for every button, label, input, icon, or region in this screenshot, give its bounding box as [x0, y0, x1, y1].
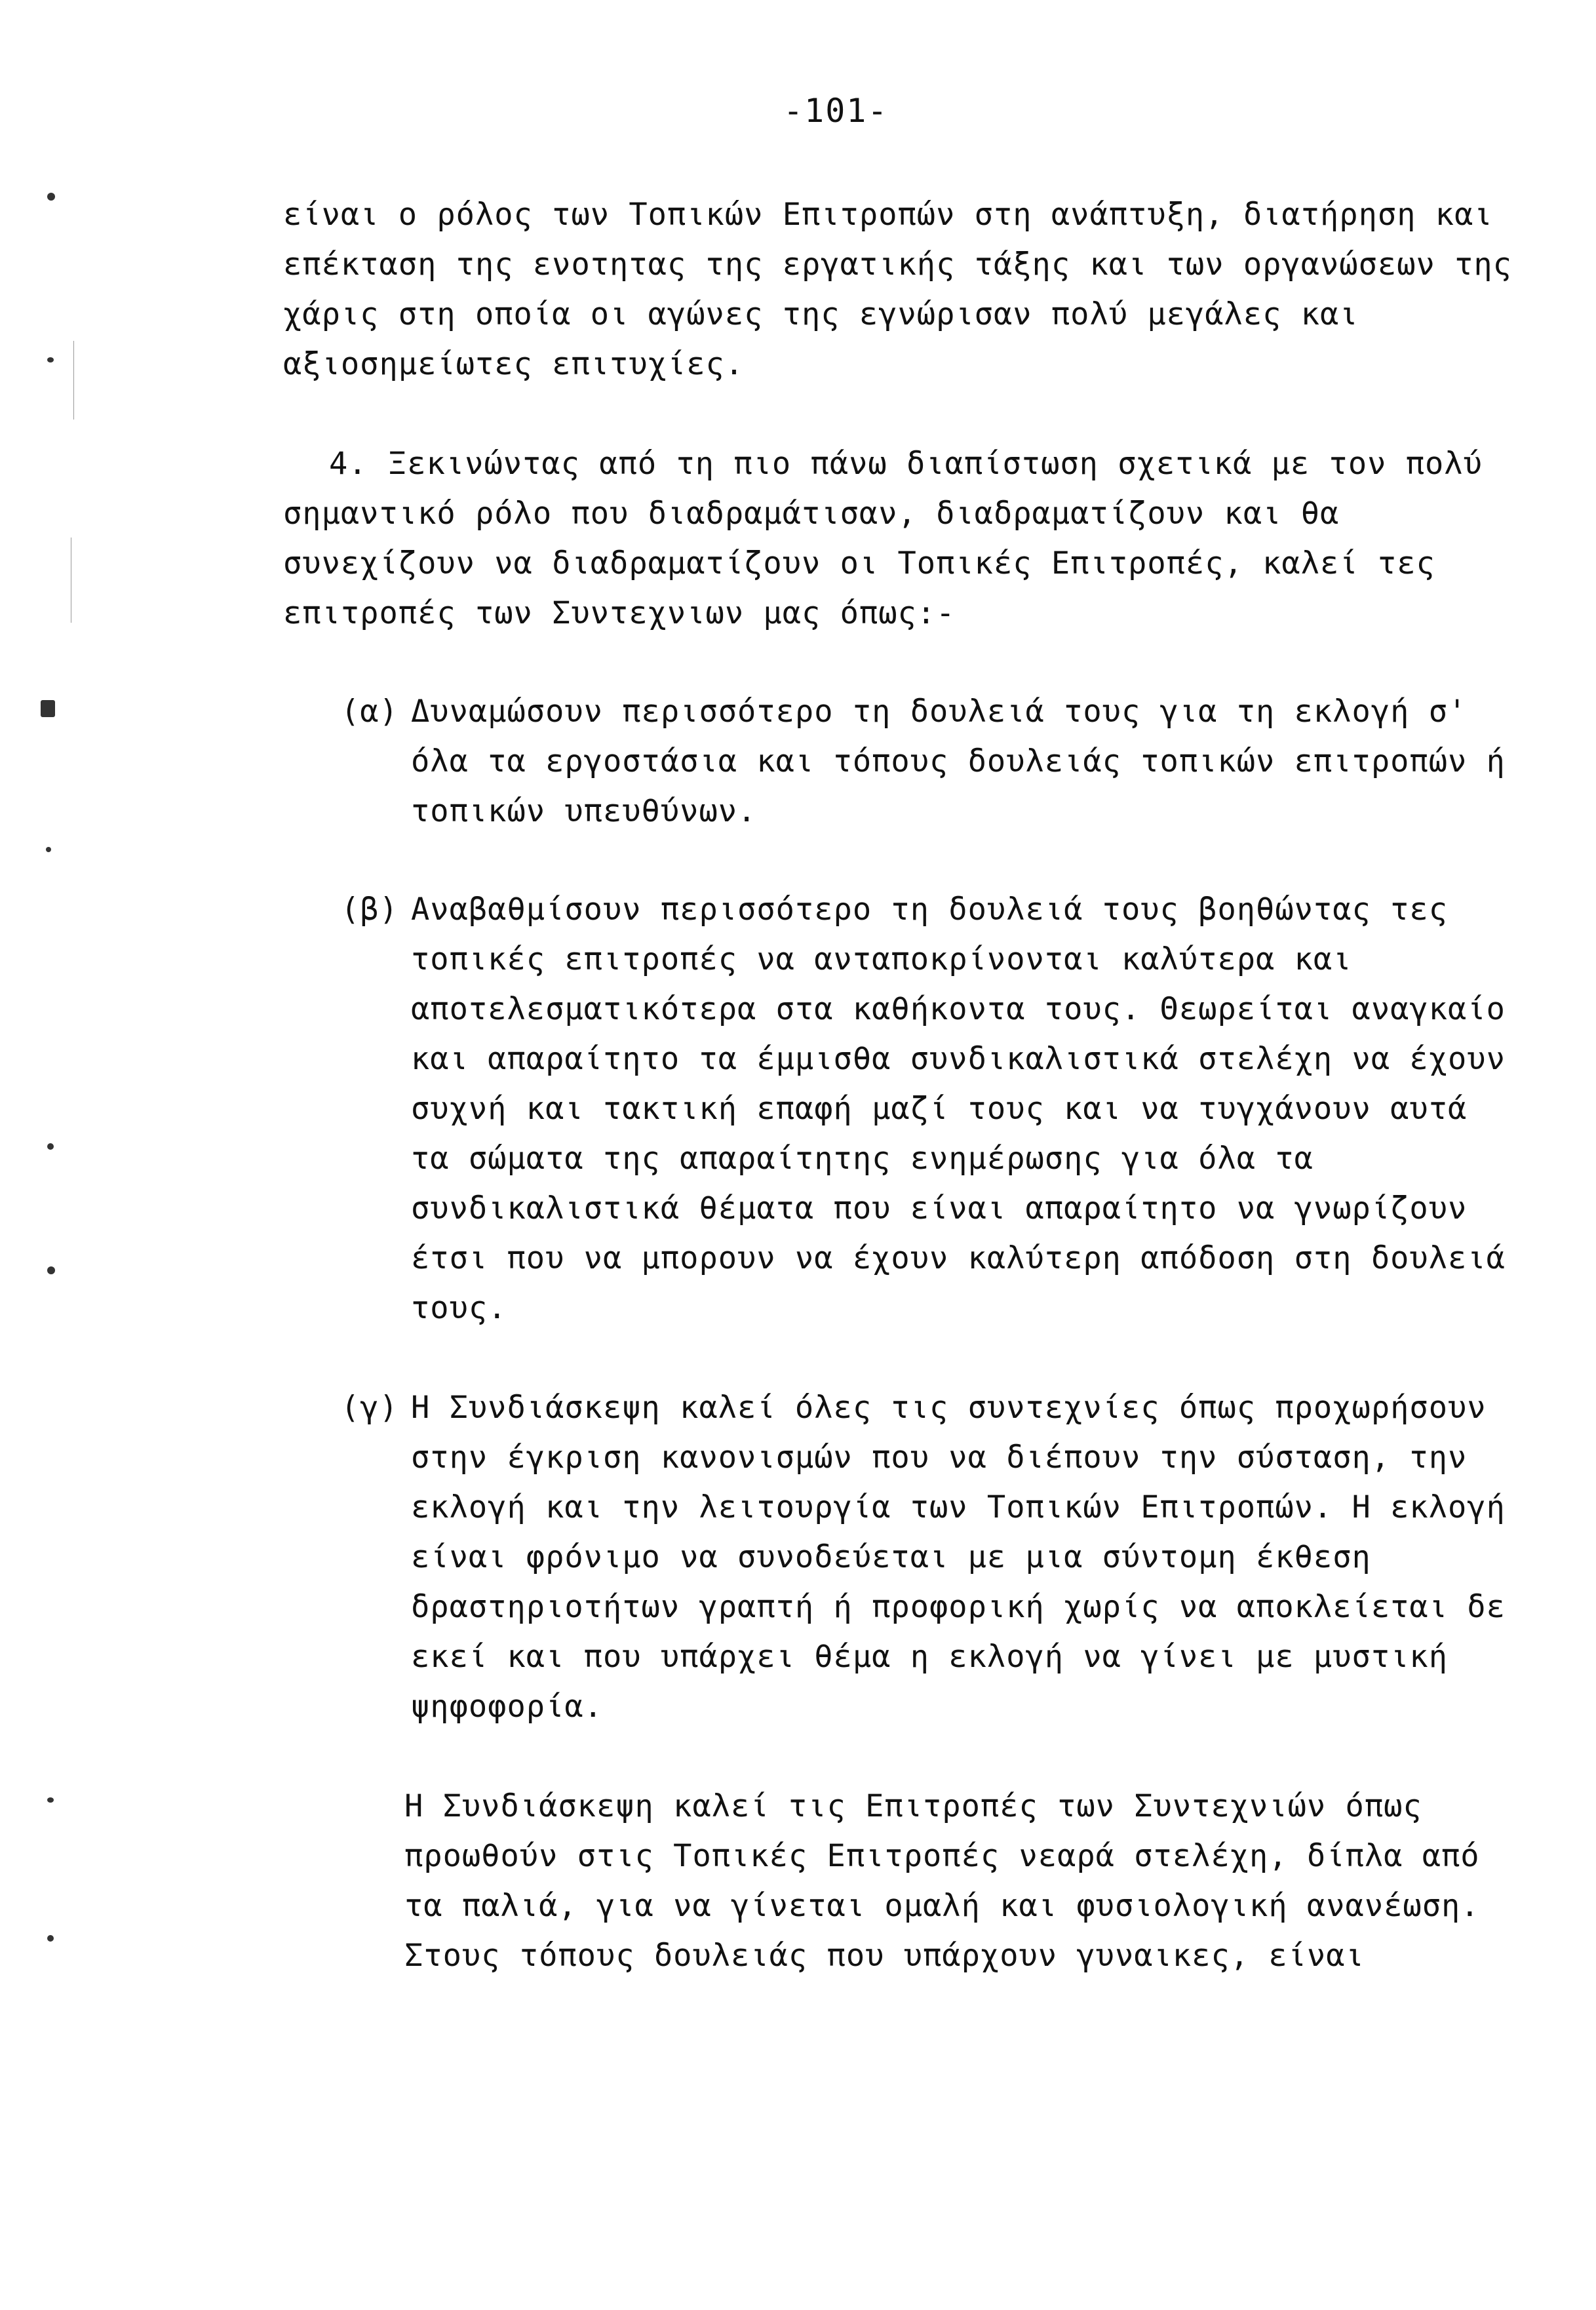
- closing-paragraph: [404, 1782, 1480, 1981]
- text-line: ψηφοφορία.: [411, 1689, 603, 1725]
- item-body: [411, 885, 1506, 1333]
- text-line: εκεί και που υπάρχει θέμα η εκλογή να γίνει με μυστική: [411, 1639, 1449, 1675]
- text-line: Στους τόπους δουλειάς που υπάρχουν γυναικες, είναι: [404, 1938, 1365, 1974]
- text-line: συνδικαλιστικά θέματα που είναι απαραίτητο να γνωρίζουν: [411, 1190, 1468, 1226]
- text-line: δραστηριοτήτων γραπτή ή προφορική χωρίς να αποκλείεται δε: [411, 1589, 1506, 1625]
- text-line: αποτελεσματικότερα στα καθήκοντα τους. Θεωρείται αναγκαίο: [411, 991, 1506, 1027]
- text-line: προωθούν στις Τοπικές Επιτροπές νεαρά στελέχη, δίπλα από: [404, 1838, 1480, 1874]
- text-line: επέκταση της ενοτητας της εργατικής τάξης και των οργανώσεων της: [283, 246, 1512, 283]
- item-label: (β): [341, 891, 399, 928]
- text-line: τοπικών υπευθύνων.: [411, 793, 757, 829]
- point-number: 4.: [329, 446, 368, 482]
- margin-mark: [47, 1935, 54, 1942]
- margin-mark: [47, 193, 55, 201]
- text-line: αξιοσημείωτες επιτυχίες.: [283, 346, 745, 382]
- margin-mark: [47, 357, 54, 362]
- text-line: τα παλιά, για να γίνεται ομαλή και φυσιολογική ανανέωση.: [404, 1888, 1480, 1924]
- point-4-paragraph: [283, 439, 1483, 638]
- margin-mark: [47, 1143, 54, 1150]
- text-line: όλα τα εργοστάσια και τόπους δουλειάς τοπικών επιτροπών ή: [411, 743, 1506, 779]
- margin-mark: [46, 847, 51, 852]
- text-line: Η Συνδιάσκεψη καλεί τις Επιτροπές των Συντεχνιών όπως: [404, 1788, 1422, 1824]
- text-line: συχνή και τακτική επαφή μαζί τους και να τυγχάνουν αυτά: [411, 1091, 1468, 1127]
- text-line: Δυναμώσουν περισσότερο τη δουλειά τους για τη εκλογή σ': [411, 694, 1468, 730]
- item-body: [411, 687, 1506, 836]
- item-label: (α): [341, 694, 399, 730]
- text-line: τοπικές επιτροπές να ανταποκρίνονται καλύτερα και: [411, 941, 1352, 977]
- text-line: και απαραίτητο τα έμμισθα συνδικαλιστικά στελέχη να έχουν: [411, 1041, 1506, 1077]
- text-line: σημαντικό ρόλο που διαδραμάτισαν, διαδραματίζουν και θα: [283, 496, 1340, 532]
- text-line: επιτροπές των Συντεχνιων μας όπως:-: [283, 595, 956, 631]
- margin-tick: [73, 341, 74, 420]
- text-line: είναι φρόνιμο να συνοδεύεται με μια σύντομη έκθεση: [411, 1539, 1371, 1575]
- text-line: στην έγκριση κανονισμών που να διέπουν την σύσταση, την: [411, 1439, 1468, 1476]
- margin-mark: [47, 1266, 55, 1274]
- margin-mark: [47, 1797, 54, 1803]
- page-number: -101-: [783, 92, 889, 130]
- text-line: τους.: [411, 1290, 507, 1326]
- text-line: χάρις στη οποία οι αγώνες της εγνώρισαν πολύ μεγάλες και: [283, 296, 1359, 332]
- item-body: [411, 1383, 1506, 1732]
- text-line: έτσι που να μπορουν να έχουν καλύτερη απόδοση στη δουλειά: [411, 1240, 1506, 1276]
- item-label: (γ): [341, 1390, 399, 1426]
- text-line: Ξεκινώντας από τη πιο πάνω διαπίστωση σχετικά με τον πολύ: [388, 446, 1483, 482]
- intro-paragraph: [283, 190, 1512, 389]
- text-line: είναι ο ρόλος των Τοπικών Επιτροπών στη ανάπτυξη, διατήρηση και: [283, 197, 1493, 233]
- text-line: Αναβαθμίσουν περισσότερο τη δουλειά τους βοηθώντας τες: [411, 891, 1449, 928]
- text-line: συνεχίζουν να διαδραματίζουν οι Τοπικές Επιτροπές, καλεί τες: [283, 545, 1435, 581]
- text-line: Η Συνδιάσκεψη καλεί όλες τις συντεχνίες όπως προχωρήσουν: [411, 1390, 1487, 1426]
- text-line: τα σώματα της απαραίτητης ενημέρωσης για όλα τα: [411, 1141, 1314, 1177]
- margin-mark: [41, 700, 55, 717]
- text-line: εκλογή και την λειτουργία των Τοπικών Επιτροπών. Η εκλογή: [411, 1489, 1506, 1525]
